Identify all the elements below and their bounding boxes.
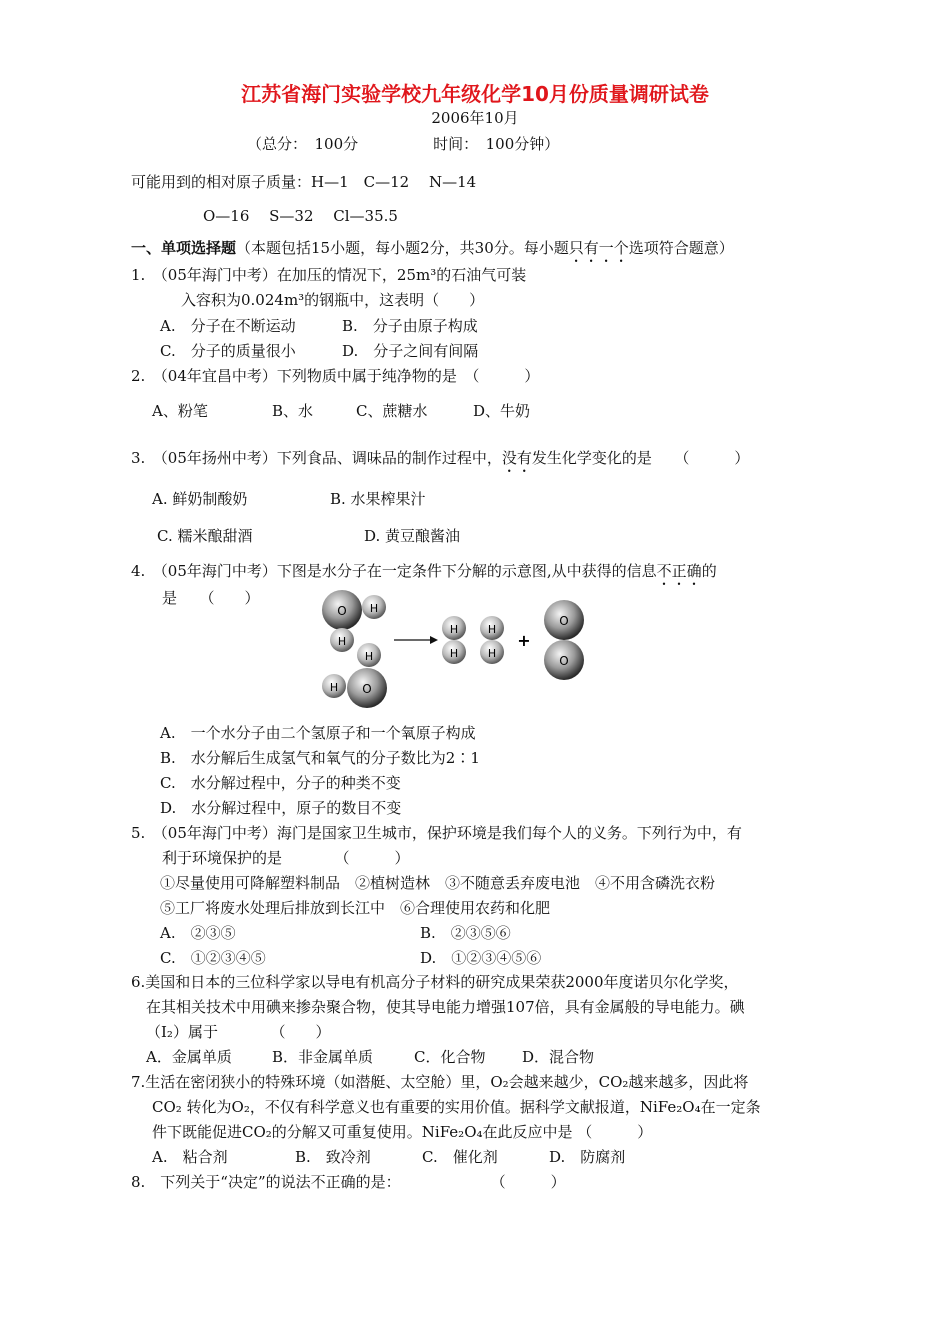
q7-option-b: B. 致冷剂 — [295, 1148, 371, 1166]
q3-option-c: C. 糯米酿甜酒 — [157, 527, 253, 545]
oxygen-label: O — [337, 604, 347, 618]
q5-items-line2: ⑤工厂将废水处理后排放到长江中 ⑥合理使用农药和化肥 — [160, 899, 551, 917]
q1-option-d: D. 分子之间有间隔 — [342, 342, 479, 360]
q5-option-d: D. ①②③④⑤⑥ — [420, 949, 542, 967]
hydrogen-label: H — [364, 650, 374, 663]
water-decomposition-diagram — [312, 588, 602, 716]
q4-option-b: B. 水分解后生成氢气和氧气的分子数比为2∶1 — [160, 749, 480, 767]
oxygen-label: O — [559, 614, 569, 628]
q6-option-c: C．化合物 — [414, 1048, 486, 1066]
q7-stem-line2: CO₂ 转化为O₂，不仅有科学意义也有重要的实用价值。据科学文献报道，NiFe₂O₄在一定条 — [152, 1098, 761, 1116]
q3-option-a: A. 鲜奶制酸奶 — [152, 490, 248, 508]
q2-stem: 2. （04年宜昌中考）下列物质中属于纯净物的是 （ ） — [131, 367, 540, 385]
q7-option-a: A. 粘合剂 — [152, 1148, 228, 1166]
section-title: 一、单项选择题 — [131, 239, 237, 257]
q4-stem-a: 4. （05年海门中考）下图是水分子在一定条件下分解的示意图,从中获得的信息 — [131, 562, 657, 580]
q5-option-b: B. ②③⑤⑥ — [420, 924, 511, 942]
plus-sign: + — [517, 631, 531, 650]
exam-date: 2006年10月 — [431, 109, 519, 127]
oxygen-molecule — [544, 600, 584, 680]
q7-stem-line3: 件下既能促进CO₂的分解又可重复使用。NiFe₂O₄在此反应中是 （ ） — [152, 1123, 653, 1141]
q6-option-b: B．非金属单质 — [272, 1048, 374, 1066]
q1-option-c: C. 分子的质量很小 — [160, 342, 296, 360]
q4-stem-emph: 不正确 — [656, 562, 702, 580]
hydrogen-label: H — [449, 647, 459, 660]
q3-stem-a: 3. （05年扬州中考）下列食品、调味品的制作过程中， — [131, 449, 502, 467]
q7-stem-line1: 7.生活在密闭狭小的特殊环境（如潜艇、太空舱）里，O₂会越来越少，CO₂越来越多，因此将 — [131, 1073, 749, 1091]
q6-option-a: A．金属单质 — [146, 1048, 232, 1066]
q4-option-c: C. 水分解过程中，分子的种类不变 — [160, 774, 401, 792]
q4-option-d: D. 水分解过程中，原子的数目不变 — [160, 799, 402, 817]
q1-option-b: B. 分子由原子构成 — [342, 317, 478, 335]
water-molecule-1 — [322, 590, 386, 630]
q1-option-a: A. 分子在不断运动 — [160, 317, 296, 335]
reaction-arrow — [394, 636, 438, 644]
hydrogen-molecules — [442, 616, 504, 664]
hydrogen-label: H — [369, 602, 379, 615]
q8-stem: 8. 下列关于“决定”的说法不正确的是： （ ） — [131, 1173, 566, 1191]
q4-option-a: A. 一个水分子由二个氢原子和一个氧原子构成 — [160, 724, 476, 742]
oxygen-label: O — [559, 654, 569, 668]
q6-stem-line3: （I₂）属于 （ ） — [146, 1023, 331, 1041]
q3-option-b: B. 水果榨果汁 — [330, 490, 426, 508]
q3-stem-b: 发生化学变化的是 （ ） — [531, 449, 750, 467]
hydrogen-label: H — [329, 681, 339, 694]
exam-title: 江苏省海门实验学校九年级化学10月份质量调研试卷 — [241, 82, 709, 106]
q3-stem-emph: 没有 — [501, 449, 532, 467]
q2-option-b: B、水 — [272, 402, 314, 420]
section-desc-emph: 只有一个 — [568, 239, 629, 257]
q4-stem-line1 — [131, 561, 717, 589]
hydrogen-label: H — [449, 623, 459, 636]
q5-stem-line2: 利于环境保护的是 （ ） — [162, 849, 410, 867]
q4-stem-b: 的 — [701, 562, 717, 580]
atomic-mass-line1: 可能用到的相对原子质量：H—1 C—12 N—14 — [131, 173, 477, 191]
atomic-mass-line2: O—16 S—32 Cl—35.5 — [203, 207, 398, 225]
q4-stem-line2: 是 （ ） — [162, 589, 260, 607]
section-desc-a: （本题包括15小题，每小题2分，共30分。每小题 — [236, 239, 569, 257]
q5-stem-line1: 5. （05年海门中考）海门是国家卫生城市，保护环境是我们每个人的义务。下列行为中，有 — [131, 824, 742, 842]
q3-option-d: D. 黄豆酿酱油 — [364, 527, 461, 545]
q6-stem-line1: 6.美国和日本的三位科学家以导电有机高分子材料的研究成果荣获2000年度诺贝尔化学奖， — [131, 973, 739, 991]
hydrogen-label: H — [337, 635, 347, 648]
q5-option-c: C. ①②③④⑤ — [160, 949, 266, 967]
q7-option-d: D. 防腐剂 — [549, 1148, 626, 1166]
q2-option-c: C、蔗糖水 — [356, 402, 428, 420]
q1-stem-line2: 入容积为0.024m³的钢瓶中，这表明（ ） — [181, 291, 485, 309]
oxygen-label: O — [362, 682, 372, 696]
q2-option-a: A、粉笔 — [152, 402, 208, 420]
q7-option-c: C. 催化剂 — [422, 1148, 498, 1166]
hydrogen-label: H — [487, 623, 497, 636]
q2-option-d: D、牛奶 — [473, 402, 531, 420]
q6-stem-line2: 在其相关技术中用碘来掺杂聚合物，使其导电能力增强107倍，具有金属般的导电能力。碘 — [146, 998, 745, 1016]
exam-meta: （总分： 100分 时间： 100分钟） — [247, 135, 560, 153]
q5-option-a: A. ②③⑤ — [160, 924, 236, 942]
section-heading — [131, 238, 734, 266]
section-desc-b: 选项符合题意） — [628, 239, 734, 257]
hydrogen-label: H — [487, 647, 497, 660]
q5-items-line1: ①尽量使用可降解塑料制品 ②植树造林 ③不随意丢弃废电池 ④不用含磷洗衣粉 — [160, 874, 716, 892]
q6-option-d: D．混合物 — [522, 1048, 595, 1066]
q3-stem — [131, 448, 749, 476]
water-molecule-3 — [322, 668, 387, 708]
q1-stem-line1: 1. （05年海门中考）在加压的情况下，25m³的石油气可装 — [131, 266, 527, 284]
